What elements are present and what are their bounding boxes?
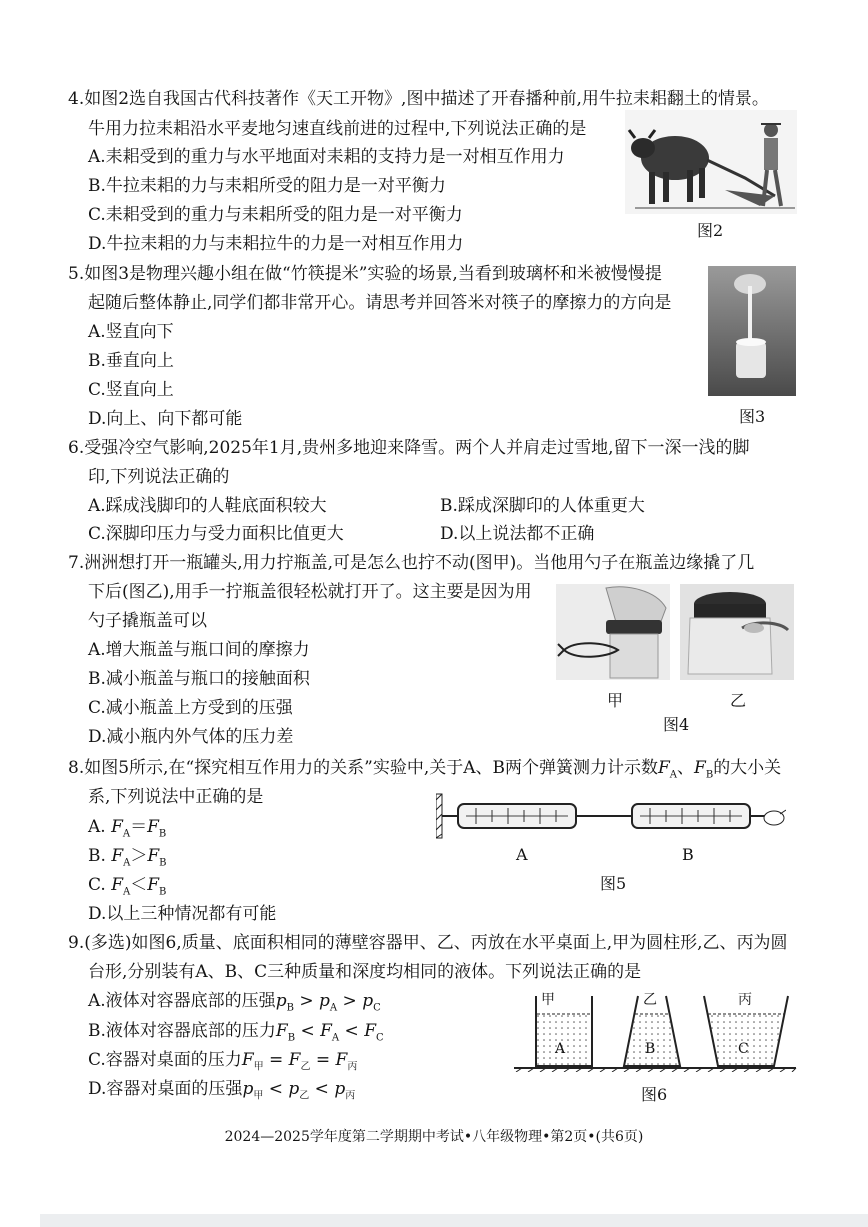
figure-6-label-yi: 乙 xyxy=(643,989,657,1009)
q7-option-a: A.增大瓶盖与瓶口间的摩擦力 xyxy=(88,640,310,660)
figure-2-caption: 图2 xyxy=(697,221,724,240)
q8-option-c: C. $F_A<F_B$ xyxy=(88,875,167,898)
q4-option-b: B.牛拉耒耜的力与耒耜所受的阻力是一对平衡力 xyxy=(88,176,446,196)
q7-stem-line2: 下后(图乙),用手一拧瓶盖很轻松就打开了。这主要是因为用 xyxy=(88,582,532,602)
q6-option-d: D.以上说法都不正确 xyxy=(440,524,595,544)
q4-option-c: C.耒耜受到的重力与耒耜所受的阻力是一对平衡力 xyxy=(88,205,463,225)
figure-6-caption: 图6 xyxy=(641,1085,668,1104)
q8-stem-line2: 系,下列说法中正确的是 xyxy=(88,787,264,807)
q4-stem-line1: 4.如图2选自我国古代科技著作《天工开物》,图中描述了开春播种前,用牛拉耒耜翻土的情景。 xyxy=(68,89,769,109)
q5-option-c: C.竖直向上 xyxy=(88,380,174,400)
q9-option-a: A.液体对容器底部的压强$p_B > p_A > p_C$ xyxy=(88,991,381,1014)
figure-6-liquid-b: B xyxy=(645,1041,656,1057)
q9-option-b-text: B.液体对容器底部的压力 xyxy=(88,1021,276,1041)
figure-4-jia-hand-twisting-lid xyxy=(556,584,670,680)
q7-option-d: D.减小瓶内外气体的压力差 xyxy=(88,727,294,747)
figure-5-label-a: A xyxy=(516,845,528,864)
q9-option-c-text: C.容器对桌面的压力 xyxy=(88,1050,242,1070)
q5-stem-line2: 起随后整体静止,同学们都非常开心。请思考并回答米对筷子的摩擦力的方向是 xyxy=(88,293,672,313)
q4-option-a: A.耒耜受到的重力与水平地面对耒耜的支持力是一对相互作用力 xyxy=(88,147,565,167)
q7-stem-line3: 勺子撬瓶盖可以 xyxy=(88,611,207,631)
q9-option-b: B.液体对容器底部的压力$F_B < F_A < F_C$ xyxy=(88,1021,384,1044)
q8-option-d: D.以上三种情况都有可能 xyxy=(88,904,277,924)
q6-option-a: A.踩成浅脚印的人鞋底面积较大 xyxy=(88,496,327,516)
q5-option-b: B.垂直向上 xyxy=(88,351,174,371)
figure-4-caption: 图4 xyxy=(663,715,690,734)
q9-option-c: C.容器对桌面的压力$F_甲 = F_乙 = F_丙$ xyxy=(88,1050,358,1073)
q9-option-d: D.容器对桌面的压强$p_甲 < p_乙 < p_丙$ xyxy=(88,1079,356,1102)
q7-stem-line1: 7.洲洲想打开一瓶罐头,用力拧瓶盖,可是怎么也拧不动(图甲)。当他用勺子在瓶盖边缘撬了几 xyxy=(68,553,755,573)
figure-6-label-jia: 甲 xyxy=(541,989,555,1009)
figure-3-caption: 图3 xyxy=(739,407,766,426)
q6-stem-line2: 印,下列说法正确的 xyxy=(88,467,230,487)
q8-stem-line1: 8.如图5所示,在“探究相互作用力的关系”实验中,关于A、B两个弹簧测力计示数$F_A$、$F_B$的大小关 xyxy=(68,758,782,781)
q7-option-c: C.减小瓶盖上方受到的压强 xyxy=(88,698,293,718)
figure-6-liquid-a: A xyxy=(555,1041,566,1057)
figure-6-liquid-c: C xyxy=(738,1041,749,1057)
q9-stem-line2: 台形,分别装有A、B、C三种质量和深度均相同的液体。下列说法正确的是 xyxy=(88,962,642,982)
q8-stem-part2: 的大小关 xyxy=(713,758,782,778)
q8-stem-part1: 8.如图5所示,在“探究相互作用力的关系”实验中,关于A、B两个弹簧测力计示数 xyxy=(68,758,658,778)
q6-option-b: B.踩成深脚印的人体重更大 xyxy=(440,496,645,516)
q6-option-c: C.深脚印压力与受力面积比值更大 xyxy=(88,524,344,544)
figure-6-label-bing: 丙 xyxy=(738,989,752,1009)
q9-option-a-text: A.液体对容器底部的压强 xyxy=(88,991,276,1011)
q6-stem-line1: 6.受强冷空气影响,2025年1月,贵州多地迎来降雪。两个人并肩走过雪地,留下一深一浅的脚 xyxy=(68,438,750,458)
page-footer: 2024—2025学年度第二学期期中考试•八年级物理•第2页•(共6页) xyxy=(224,1129,644,1145)
q7-option-b: B.减小瓶盖与瓶口的接触面积 xyxy=(88,669,310,689)
figure-3-chopstick-rice-photo xyxy=(708,266,796,396)
q9-option-d-text: D.容器对桌面的压强 xyxy=(88,1079,243,1099)
figure-2-ox-plowing-image xyxy=(625,110,797,214)
page-bottom-bar xyxy=(40,1214,868,1227)
q9-stem-line1: 9.(多选)如图6,质量、底面积相同的薄壁容器甲、乙、丙放在水平桌面上,甲为圆柱形,乙、丙为圆 xyxy=(68,933,788,953)
q8-option-a: A. $F_A=F_B$ xyxy=(88,817,167,840)
q5-stem-line1: 5.如图3是物理兴趣小组在做“竹筷提米”实验的场景,当看到玻璃杯和米被慢慢提 xyxy=(68,264,662,284)
figure-5-spring-scales xyxy=(436,788,786,844)
figure-5-label-b: B xyxy=(682,845,694,864)
figure-4-label-jia: 甲 xyxy=(607,691,624,710)
figure-5-caption: 图5 xyxy=(600,874,627,893)
figure-4-yi-spoon-prying-lid xyxy=(680,584,794,680)
q4-stem-line2: 牛用力拉耒耜沿水平麦地匀速直线前进的过程中,下列说法正确的是 xyxy=(88,119,587,139)
figure-4-label-yi: 乙 xyxy=(730,691,747,710)
q5-option-d: D.向上、向下都可能 xyxy=(88,409,243,429)
q8-option-b: B. $F_A>F_B$ xyxy=(88,846,167,869)
q4-option-d: D.牛拉耒耜的力与耒耜拉牛的力是一对相互作用力 xyxy=(88,234,464,254)
q5-option-a: A.竖直向下 xyxy=(88,322,174,342)
